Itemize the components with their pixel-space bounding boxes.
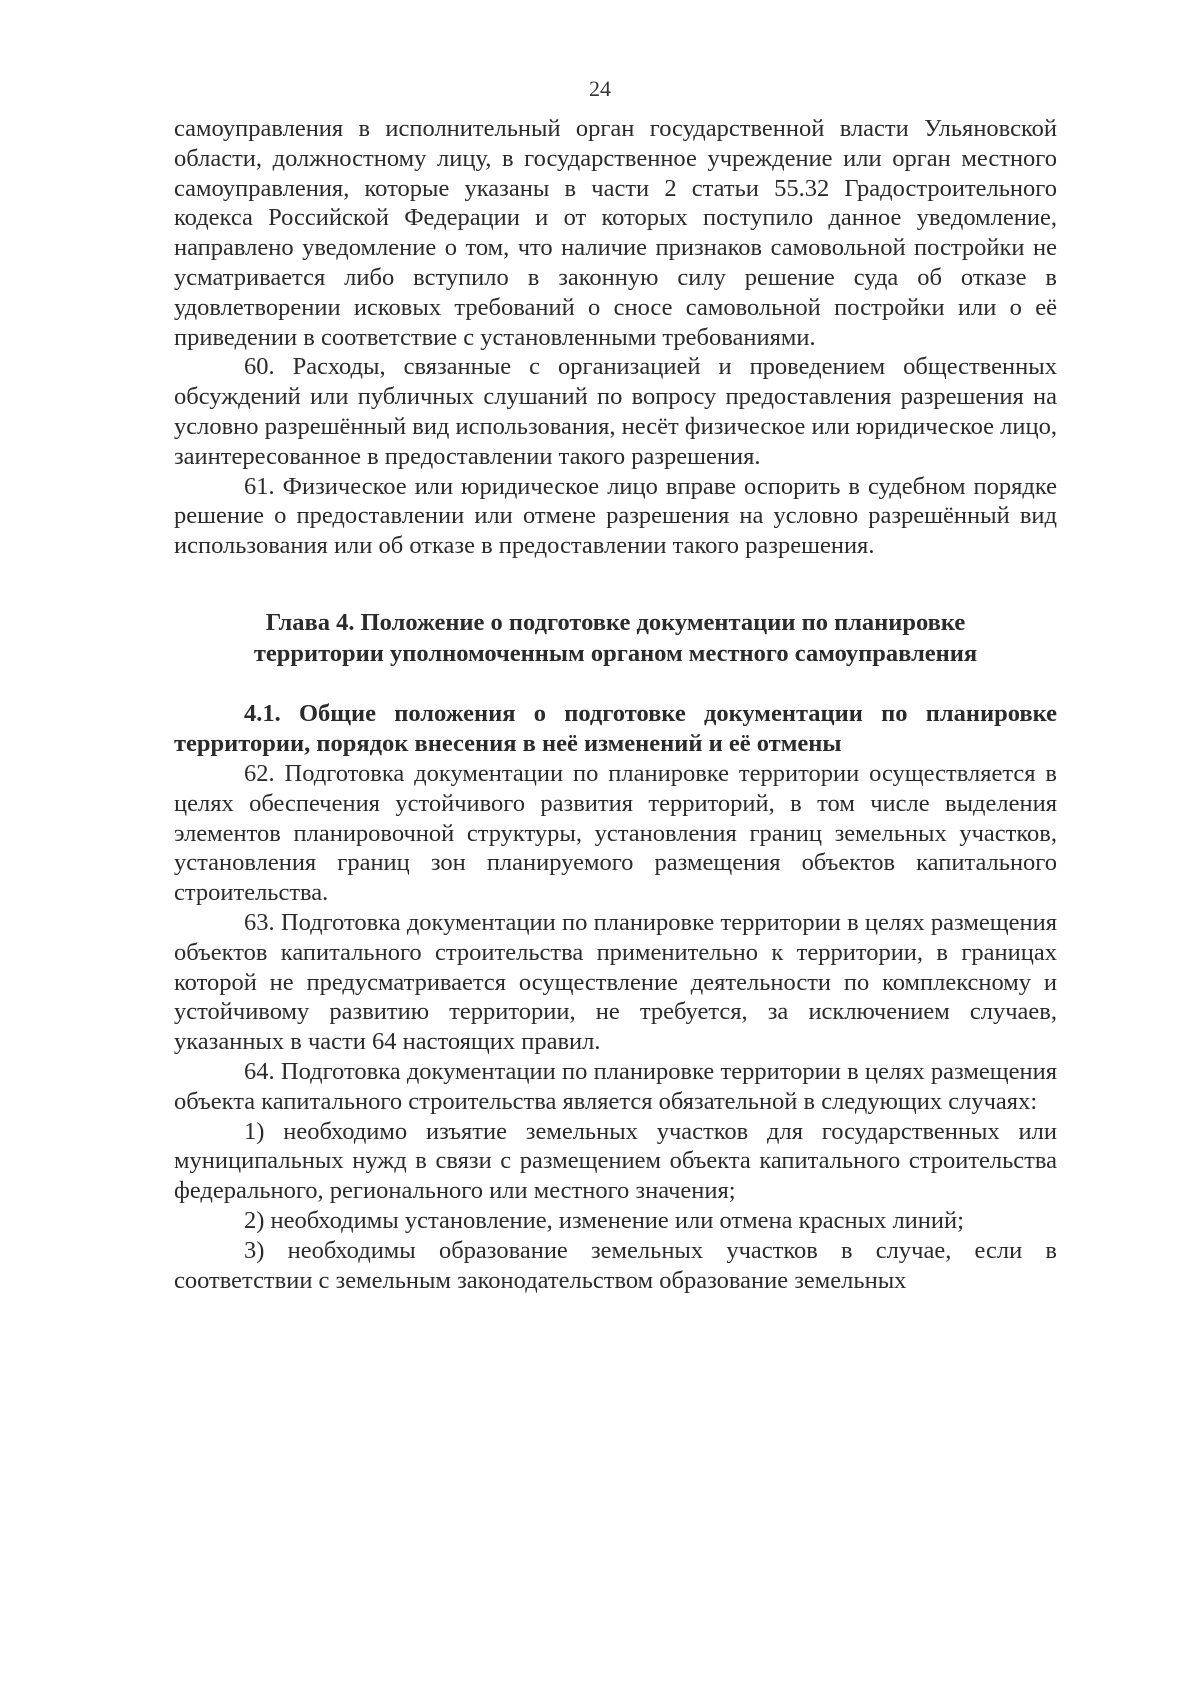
paragraph-60: 60. Расходы, связанные с организацией и проведением общественных обсуждений или публичных слушаний по вопросу предоставления разрешения на условно разрешённый вид использования, несёт физическое или юридическое лицо, заинтересованное в предоставлении такого разрешения. [174,353,1057,470]
list-item-1: 1) необходимо изъятие земельных участков для государственных или муниципальных нужд в связи с размещением объекта капитального строительства федерального, регионального или местного значения; [174,1117,1057,1205]
page-number: 24 [589,76,611,101]
paragraph-63: 63. Подготовка документации по планировке территории в целях размещения объектов капитального строительства применительно к территории, в границах которой не предусматривается осуществление деятельности по комплексному и устойчивому развитию территории, не требуется, за исключением случаев, указанных в части 64 настоящих правил. [174,908,1057,1056]
chapter-title-line-1: Глава 4. Положение о подготовке документации по планировке [265,608,966,636]
paragraph-61: 61. Физическое или юридическое лицо вправе оспорить в судебном порядке решение о предоставлении или отмене разрешения на условно разрешённый вид использования или об отказе в предоставлении такого разрешения. [174,472,1057,560]
list-item-2: 2) необходимы установление, изменение или отмена красных линий; [244,1206,964,1234]
paragraph-continuation: самоуправления в исполнительный орган государственной власти Ульяновской области, должностному лицу, в государственное учреждение или орган местного самоуправления, которые указаны в части 2 статьи 55.32 Градостроительного кодекса Российской Федерации и от которых поступило данное уведомление, направлено уведомление о том, что наличие признаков самовольной постройки не усматривается либо вступило в законную силу решение суда об отказе в удовлетворении исковых требований о сносе самовольной постройки или о её приведении в соответствие с установленными требованиями. [174,115,1057,351]
page-content [174,114,1057,1295]
chapter-title [174,607,1057,669]
paragraph-62: 62. Подготовка документации по планировке территории осуществляется в целях обеспечения устойчивого развития территорий, в том числе выделения элементов планировочной структуры, установления границ земельных участков, установления границ зон планируемого размещения объектов капитального строительства. [174,759,1057,907]
list-item-3: 3) необходимы образование земельных участков в случае, если в соответствии с земельным законодательством образование земельных [174,1236,1057,1294]
paragraph-64: 64. Подготовка документации по планировке территории в целях размещения объекта капитального строительства является обязательной в следующих случаях: [174,1057,1057,1115]
chapter-title-line-2: территории уполномоченным органом местного самоуправления [253,639,978,667]
section-title: 4.1. Общие положения о подготовке документации по планировке территории, порядок внесения в неё изменений и её отмены [174,699,1057,757]
